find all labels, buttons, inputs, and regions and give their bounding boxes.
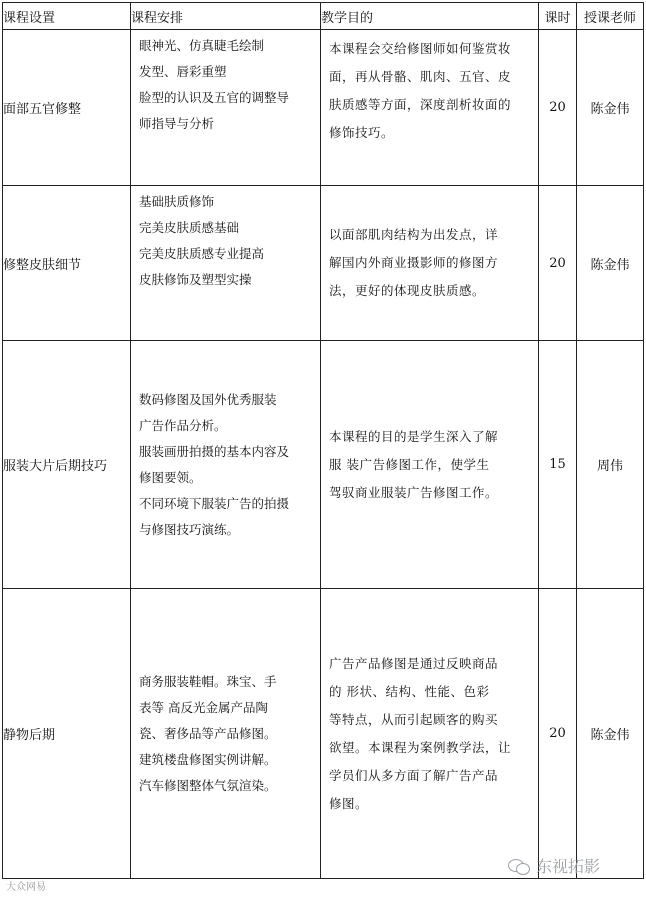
table-row — [3, 589, 644, 879]
course-name: 静物后期 — [3, 589, 131, 879]
arrangement-line: 建筑楼盘修图实例讲解。 — [139, 751, 277, 767]
goal-line: 服 装广告修图工作，使学生 — [329, 456, 490, 472]
header-course: 课程设置 — [3, 3, 131, 30]
arrangement-line: 脸型的认识及五官的调整导 — [139, 90, 290, 105]
course-name: 服装大片后期技巧 — [3, 341, 131, 589]
table-row — [3, 186, 644, 341]
header-goal: 教学目的 — [321, 3, 539, 30]
course-goal — [321, 186, 539, 341]
arrangement-line: 数码修图及国外优秀服装 — [139, 391, 277, 407]
course-teacher: 周伟 — [577, 341, 644, 589]
table-row — [3, 341, 644, 589]
header-row — [3, 3, 644, 30]
goal-line: 欲望。本课程为案例教学法，让 — [329, 739, 512, 755]
watermark-left: 大众网易 — [6, 882, 46, 893]
goal-line: 面，再从骨骼、肌肉、五官、皮 — [329, 69, 512, 84]
arrangement-line: 瓷、奢侈品等产品修图。 — [139, 725, 277, 741]
header-hours: 课时 — [539, 3, 577, 30]
goal-line: 等特点，从而引起顾客的购买 — [329, 711, 499, 727]
goal-line: 本课程的目的是学生深入了解 — [329, 428, 499, 444]
arrangement-line: 修图要领。 — [139, 469, 202, 485]
goal-line: 修图。 — [329, 795, 369, 811]
header-arrangement: 课程安排 — [131, 3, 321, 30]
arrangement-line: 商务服装鞋帽。珠宝、手 — [139, 673, 277, 689]
arrangement-line: 表等 高反光金属产品陶 — [139, 699, 268, 715]
arrangement-line: 完美皮肤质感专业提高 — [139, 246, 265, 261]
course-goal — [321, 341, 539, 589]
arrangement-line: 基础肤质修饰 — [139, 194, 215, 209]
goal-line: 解国内外商业摄影师的修图方 — [329, 255, 499, 270]
course-teacher: 陈金伟 — [577, 589, 644, 879]
watermark-right — [508, 854, 600, 877]
goal-line: 修饰技巧。 — [329, 125, 395, 140]
goal-line: 广告产品修图是通过反映商品 — [329, 655, 499, 671]
course-goal — [321, 30, 539, 186]
arrangement-line: 与修图技巧演练。 — [139, 521, 240, 537]
arrangement-line: 皮肤修饰及塑型实操 — [139, 272, 252, 287]
course-teacher: 陈金伟 — [577, 30, 644, 186]
course-hours: 20 — [539, 186, 577, 341]
goal-line: 学员们从多方面了解广告产品 — [329, 767, 499, 783]
course-name: 面部五官修整 — [3, 30, 131, 186]
watermark-right-text: 东视拓影 — [536, 857, 601, 876]
goal-line: 以面部肌肉结构为出发点，详 — [329, 227, 499, 242]
arrangement-line: 汽车修图整体气氛渲染。 — [139, 777, 277, 793]
course-hours: 20 — [539, 589, 577, 879]
course-arrangement — [131, 341, 321, 589]
arrangement-line: 广告作品分析。 — [139, 417, 227, 433]
table-row — [3, 30, 644, 186]
arrangement-line: 完美皮肤质感基础 — [139, 220, 240, 235]
arrangement-line: 发型、唇彩重塑 — [139, 64, 227, 79]
goal-line: 的 形状、结构、性能、色彩 — [329, 683, 490, 699]
course-goal — [321, 589, 539, 879]
header-teacher: 授课老师 — [577, 3, 644, 30]
course-arrangement — [131, 589, 321, 879]
course-table — [2, 2, 644, 879]
goal-line: 法，更好的体现皮肤质感。 — [329, 283, 486, 298]
course-arrangement — [131, 30, 321, 186]
wechat-icon — [508, 857, 530, 875]
arrangement-line: 不同环境下服装广告的拍摄 — [139, 495, 290, 511]
course-arrangement — [131, 186, 321, 341]
course-name: 修整皮肤细节 — [3, 186, 131, 341]
goal-line: 驾驭商业服装广告修图工作。 — [329, 484, 499, 500]
arrangement-line: 师指导与分析 — [139, 116, 215, 131]
course-teacher: 陈金伟 — [577, 186, 644, 341]
goal-line: 本课程会交给修图师如何鉴赏妆 — [329, 41, 512, 56]
course-hours: 20 — [539, 30, 577, 186]
goal-line: 肤质感等方面，深度剖析妆面的 — [329, 97, 512, 112]
arrangement-line: 服装画册拍摄的基本内容及 — [139, 443, 290, 459]
course-hours: 15 — [539, 341, 577, 589]
arrangement-line: 眼神光、仿真睫毛绘制 — [139, 38, 265, 53]
